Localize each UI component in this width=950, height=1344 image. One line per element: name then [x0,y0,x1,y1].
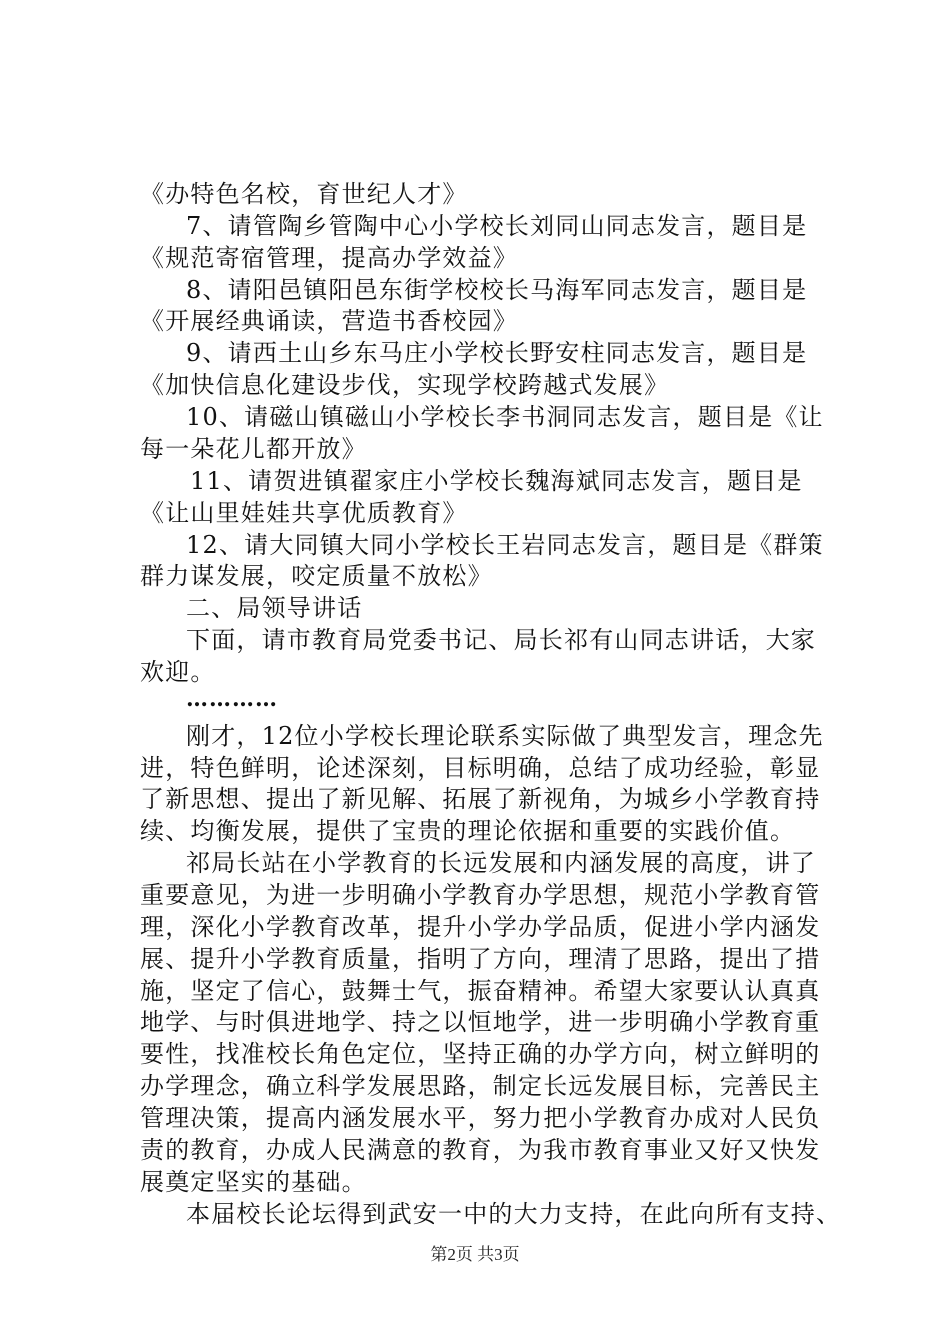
text-line: 刚才，12位小学校长理论联系实际做了典型发言，理念先 [186,722,824,750]
text-line: 欢迎。 [140,658,216,686]
text-line: 7、请管陶乡管陶中心小学校长刘同山同志发言，题目是 [186,212,808,240]
text-line: 续、均衡发展，提供了宝贵的理论依据和重要的实践价值。 [140,817,796,845]
text-line: 责的教育，办成人民满意的教育，为我市教育事业又好又快发 [140,1136,821,1164]
text-line: 每一朵花儿都开放》 [140,435,367,463]
text-line: 本届校长论坛得到武安一中的大力支持，在此向所有支持、 [186,1200,842,1228]
text-line: 群力谋发展，咬定质量不放松》 [140,562,493,590]
text-line: 办学理念，确立科学发展思路，制定长远发展目标，完善民主 [140,1072,821,1100]
text-line: 重要意见，为进一步明确小学教育办学思想，规范小学教育管 [140,881,821,909]
text-line: 理，深化小学教育改革，提升小学办学品质，促进小学内涵发 [140,913,821,941]
text-line: 展奠定坚实的基础。 [140,1168,367,1196]
text-line: 进，特色鲜明，论述深刻，目标明确，总结了成功经验，彰显 [140,754,821,782]
text-line: 《让山里娃娃共享优质教育》 [140,499,468,527]
text-line: 12、请大同镇大同小学校长王岩同志发言，题目是《群策 [186,531,824,559]
text-line: 展、提升小学教育质量，指明了方向，理清了思路，提出了措 [140,945,821,973]
text-line: 《加快信息化建设步伐，实现学校跨越式发展》 [140,371,670,399]
text-line: 管理决策，提高内涵发展水平，努力把小学教育办成对人民负 [140,1104,821,1132]
text-line: 《规范寄宿管理，提高办学效益》 [140,244,518,272]
text-line: 要性，找准校长角色定位，坚持正确的办学方向，树立鲜明的 [140,1040,821,1068]
text-line: 8、请阳邑镇阳邑东街学校校长马海军同志发言，题目是 [186,276,808,304]
ellipsis-separator: ………… [186,686,278,712]
text-line: 《开展经典诵读，营造书香校园》 [140,307,518,335]
text-line: 了新思想、提出了新见解、拓展了新视角，为城乡小学教育持 [140,785,821,813]
text-line: 9、请西土山乡东马庄小学校长野安柱同志发言，题目是 [186,339,808,367]
text-line: 下面，请市教育局党委书记、局长祁有山同志讲话，大家 [186,626,816,654]
text-line: 祁局长站在小学教育的长远发展和内涵发展的高度，讲了 [186,849,816,877]
text-line: 《办特色名校，育世纪人才》 [140,180,468,208]
text-line: 施，坚定了信心，鼓舞士气，振奋精神。希望大家要认认真真 [140,977,821,1005]
page-footer: 第2页 共3页 [430,1245,520,1264]
text-line: 地学、与时俱进地学、持之以恒地学，进一步明确小学教育重 [140,1008,821,1036]
text-line: 11、请贺进镇翟家庄小学校长魏海斌同志发言，题目是 [190,467,803,495]
section-heading: 二、局领导讲话 [186,594,363,622]
text-line: 10、请磁山镇磁山小学校长李书洞同志发言，题目是《让 [186,403,824,431]
